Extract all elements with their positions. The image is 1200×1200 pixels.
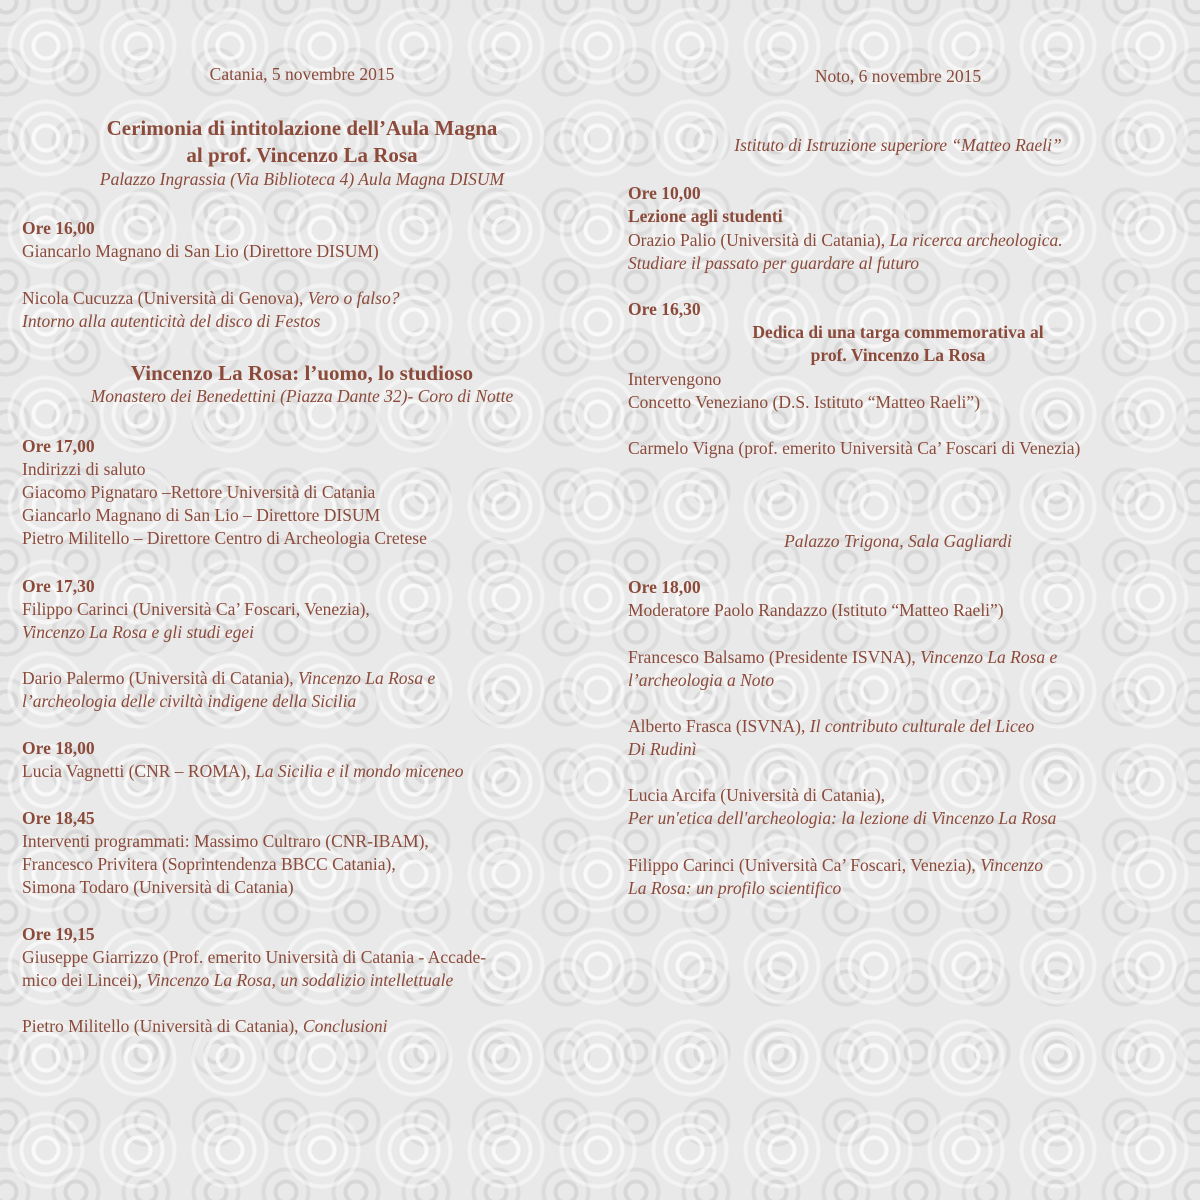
- talk-title: Vero o falso?: [307, 288, 400, 308]
- speaker-name: Alberto Frasca (ISVNA),: [628, 716, 810, 736]
- speaker-name: Nicola Cucuzza (Università di Genova),: [22, 288, 308, 308]
- speaker-line: Interventi programmati: Massimo Cultraro (CNR-IBAM),: [22, 831, 429, 851]
- speaker-line: Francesco Privitera (Soprintendenza BBCC Catania),: [22, 854, 396, 874]
- left-venue1: Palazzo Ingrassia (Via Biblioteca 4) Aula Magna DISUM: [99, 169, 505, 189]
- speaker-line: Indirizzi di saluto: [22, 459, 146, 479]
- speaker-name: Orazio Palio (Università di Catania),: [628, 230, 890, 250]
- talk-title: Vincenzo La Rosa, un sodalizio intellettuale: [146, 970, 454, 990]
- session-time: Ore 16,30: [628, 299, 701, 319]
- talk-title: l’archeologia a Noto: [628, 670, 775, 690]
- left-date: Catania, 5 novembre 2015: [209, 64, 395, 84]
- session-heading: Dedica di una targa commemorativa al: [752, 322, 1044, 342]
- talk-title: Vincenzo: [980, 855, 1044, 875]
- talk-title: Studiare il passato per guardare al futuro: [628, 253, 920, 273]
- talk-entry: [628, 854, 1043, 877]
- speaker-line: Intervengono: [628, 369, 722, 389]
- left-title-line2: al prof. Vincenzo La Rosa: [186, 143, 418, 167]
- talk-title: Per un'etica dell'archeologia: la lezione di Vincenzo La Rosa: [628, 808, 1057, 828]
- talk-title: Vincenzo La Rosa e: [920, 647, 1058, 667]
- speaker-line: Moderatore Paolo Randazzo (Istituto “Matteo Raeli”): [628, 600, 1004, 620]
- speaker-line: Pietro Militello – Direttore Centro di Archeologia Cretese: [22, 528, 427, 548]
- session-time: Ore 17,00: [22, 436, 95, 456]
- talk-title: La Rosa: un profilo scientifico: [628, 878, 842, 898]
- session-time: Ore 16,00: [22, 218, 95, 238]
- speaker-line: Filippo Carinci (Università Ca’ Foscari, Venezia),: [22, 599, 370, 619]
- left-title-line1: Cerimonia di intitolazione dell’Aula Magna: [106, 116, 498, 140]
- speaker-name: Lucia Vagnetti (CNR – ROMA),: [22, 761, 255, 781]
- session-time: Ore 18,00: [22, 738, 95, 758]
- speaker-line: Giancarlo Magnano di San Lio – Direttore DISUM: [22, 505, 381, 525]
- right-date: Noto, 6 novembre 2015: [814, 66, 982, 86]
- talk-title: La Sicilia e il mondo miceneo: [255, 761, 464, 781]
- talk-title: Vincenzo La Rosa e gli studi egei: [22, 622, 255, 642]
- left-venue2: Monastero dei Benedettini (Piazza Dante 32)- Coro di Notte: [90, 386, 514, 406]
- talk-entry: [22, 1015, 388, 1038]
- session-heading: prof. Vincenzo La Rosa: [810, 345, 986, 365]
- session-heading: Lezione agli studenti: [628, 206, 783, 226]
- talk-title: La ricerca archeologica.: [889, 230, 1063, 250]
- speaker-line: Simona Todaro (Università di Catania): [22, 877, 294, 897]
- talk-title: Il contributo culturale del Liceo: [809, 716, 1035, 736]
- session-time: Ore 18,00: [628, 577, 701, 597]
- session-time: Ore 19,15: [22, 924, 95, 944]
- talk-entry: [22, 760, 464, 783]
- talk-entry: [628, 646, 1057, 669]
- talk-entry: [22, 969, 453, 992]
- right-venue2: Palazzo Trigona, Sala Gagliardi: [784, 531, 1012, 551]
- speaker-line: Concetto Veneziano (D.S. Istituto “Matteo Raeli”): [628, 392, 981, 412]
- talk-entry: [628, 229, 1063, 252]
- speaker-name: Francesco Balsamo (Presidente ISVNA),: [628, 647, 921, 667]
- right-venue1: Istituto di Istruzione superiore “Matteo Raeli”: [734, 135, 1062, 155]
- talk-entry: [22, 287, 399, 310]
- session-time: Ore 10,00: [628, 183, 701, 203]
- talk-title: Di Rudinì: [628, 739, 697, 759]
- speaker-name: Filippo Carinci (Università Ca’ Foscari, Venezia),: [628, 855, 981, 875]
- talk-entry: [628, 715, 1034, 738]
- speaker-name: Dario Palermo (Università di Catania),: [22, 668, 299, 688]
- session-time: Ore 18,45: [22, 808, 95, 828]
- speaker-line: Giuseppe Giarrizzo (Prof. emerito Università di Catania - Accade-: [22, 947, 487, 967]
- talk-title: Intorno alla autenticità del disco di Festos: [22, 311, 321, 331]
- speaker-name: Pietro Militello (Università di Catania),: [22, 1016, 303, 1036]
- talk-title: Vincenzo La Rosa e: [298, 668, 436, 688]
- section-title: Vincenzo La Rosa: l’uomo, lo studioso: [130, 361, 474, 385]
- speaker-line: Carmelo Vigna (prof. emerito Università Ca’ Foscari di Venezia): [628, 438, 1081, 458]
- session-time: Ore 17,30: [22, 576, 95, 596]
- talk-title: Conclusioni: [302, 1016, 388, 1036]
- speaker-line: Giancarlo Magnano di San Lio (Direttore DISUM): [22, 241, 379, 261]
- speaker-name: mico dei Lincei),: [22, 970, 147, 990]
- speaker-line: Giacomo Pignataro –Rettore Università di Catania: [22, 482, 376, 502]
- talk-entry: [22, 667, 435, 690]
- talk-title: l’archeologia delle civiltà indigene della Sicilia: [22, 691, 357, 711]
- speaker-line: Lucia Arcifa (Università di Catania),: [628, 785, 886, 805]
